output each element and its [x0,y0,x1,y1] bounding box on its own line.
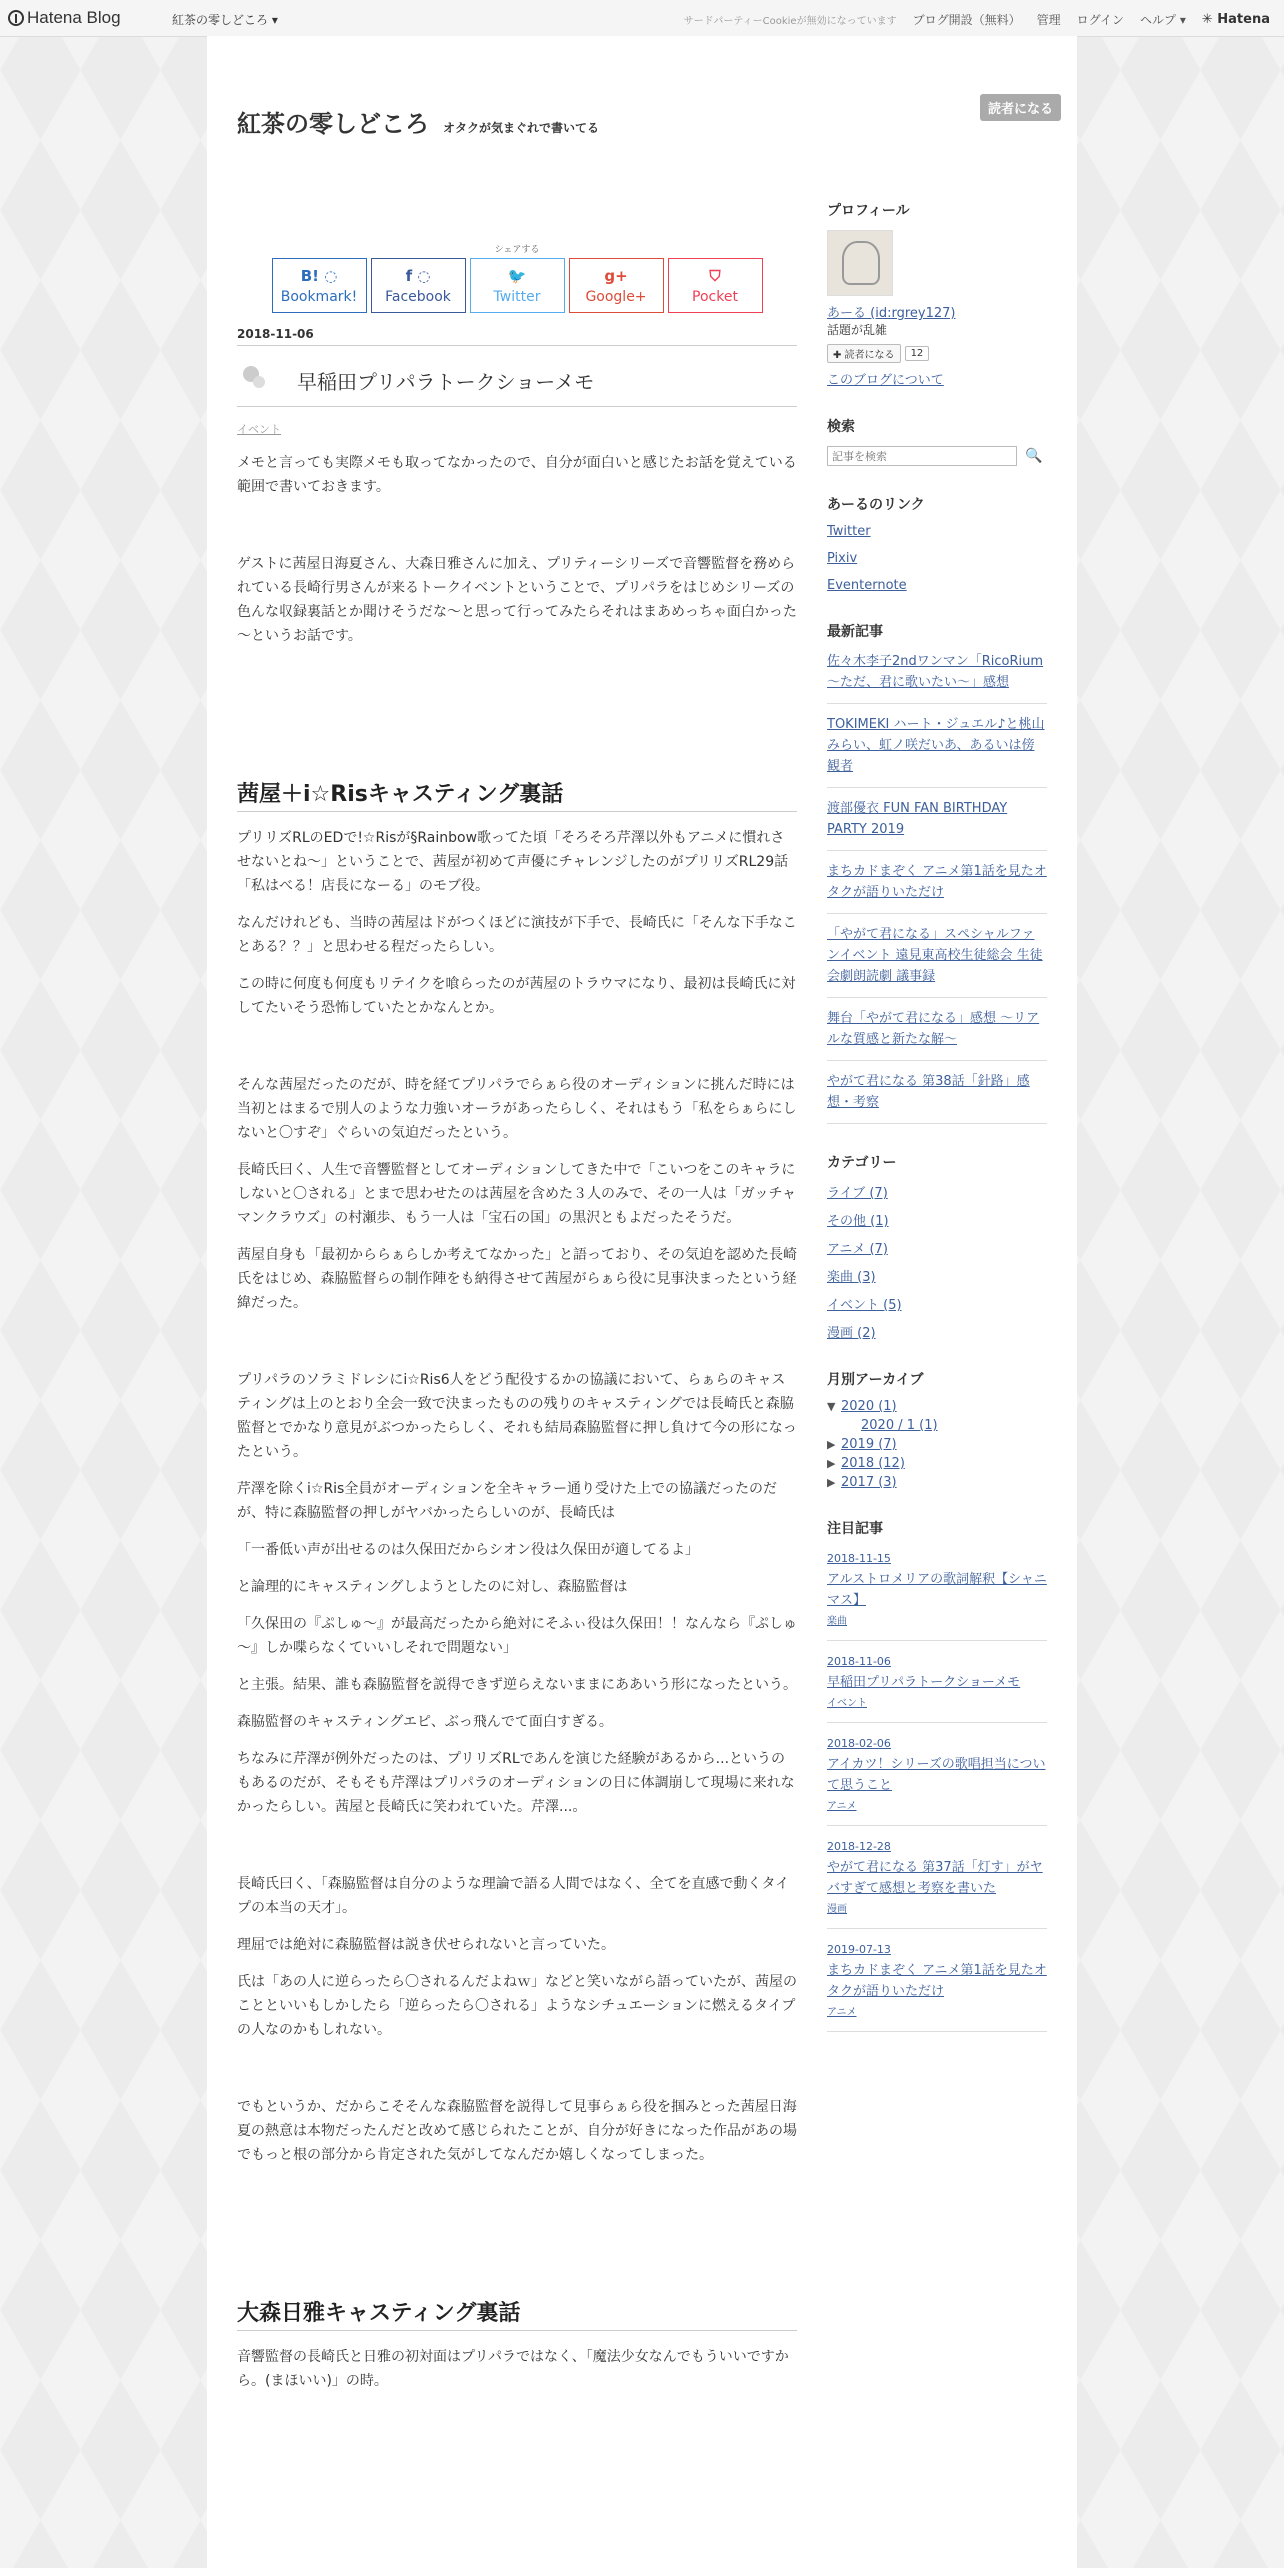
entry-title[interactable]: 早稲田プリパラトークショーメモ [297,370,595,394]
help-dropdown[interactable]: ヘルプ ▾ [1140,13,1186,27]
share-caption: シェアする [494,245,540,255]
hatena-logo-icon [8,10,24,26]
module-heading: カテゴリー [827,1155,897,1171]
blog-name-dropdown[interactable]: 紅茶の零しどころ ▾ [172,13,278,27]
cookie-notice: サードパーティーCookieが無効になっています [683,16,897,27]
entry-body [237,451,797,2393]
archive-month-link[interactable]: 2020 / 1 (1) [861,1418,938,1433]
popular-entry [827,1548,1047,1641]
popular-entries-module [827,1518,1047,2032]
popular-entry-link[interactable]: 早稲田プリパラトークショーメモ [827,1675,1021,1690]
bookmark-icon: B! ◌ [300,267,338,285]
hatena-link[interactable]: ✳ Hatena [1201,12,1270,27]
popular-entry-category[interactable]: アニメ [827,1801,857,1812]
paragraph: と主張。結果、誰も森脇監督を説得できず逆らえないままにああいう形になったという。 [237,1677,797,1693]
category-link[interactable]: イベント (5) [827,1298,902,1313]
paragraph: と論理的にキャスティングしようとしたのに対し、森脇監督は [237,1579,628,1595]
entry-header [237,346,797,407]
share-buttons [237,258,797,313]
paragraph: でもというか、だからこそそんな森脇監督を説得して見事らぁら役を掴みとった茜屋日海夏の熱意は本物だったんだと改めて感じられたことが、自分が好きになった作品があの場でもっと根の部分から肯定された気がしてなんだか嬉しくなってしまった。 [237,2099,797,2163]
paragraph: そんな茜屋だったのだが、時を経てプリパラでらぁら役のオーディションに挑んだ時には当初とはまるで別人のような力強いオーラがあったらしく、それはもう「私をらぁらにしないと〇すぞ」ぐらいの気迫だったという。 [237,1077,797,1141]
category-link[interactable]: ライブ (7) [827,1186,888,1201]
entry-date[interactable]: 2018-11-06 [237,327,797,346]
hatena-star-icon: ✳ [1201,12,1218,27]
collapsed-triangle-icon[interactable]: ▶ [827,1457,836,1470]
module-heading: 月別アーカイブ [827,1372,924,1388]
paragraph: 理屈では絶対に森脇監督は説き伏せられないと言っていた。 [237,1937,615,1953]
recent-entry-link[interactable]: 「やがて君になる」スペシャルファンイベント 遠見東高校生徒総会 生徒会劇朗読劇 議事録 [827,927,1043,984]
popular-entry-link[interactable]: アイカツ！シリーズの歌唱担当について思うこと [827,1757,1046,1793]
search-input[interactable] [827,446,1017,466]
popular-entry-link[interactable]: アルストロメリアの歌詞解釈【シャニマス】 [827,1572,1047,1608]
category-link[interactable]: 漫画 (2) [827,1326,876,1341]
subscribe-button[interactable]: 読者になる [980,94,1061,121]
googleplus-share-button[interactable]: g+ Google+ [569,258,664,313]
category-link[interactable]: 楽曲 (3) [827,1270,876,1285]
paragraph: 「久保田の『ぷしゅ～』が最高だったから絶対にそふぃ役は久保田！！なんなら『ぷしゅ～』しか喋らなくていいしそれで問題ない」 [237,1616,797,1656]
twitter-share-button[interactable]: 🐦 Twitter [470,258,565,313]
recent-entry-link[interactable]: TOKIMEKI ハート・ジュエル♪と桃山みらい、虹ノ咲だいあ、あるいは傍観者 [827,717,1045,774]
recent-entries-module [827,621,1047,1124]
sidebar [827,200,1047,2060]
paragraph: ちなみに芹澤が例外だったのは、プリリズRLであんを演じた経験があるから...というのもあるのだが、そもそも芹澤はプリパラのオーディションの日に体調崩して現場に来れなかったらしい。茜屋と長崎氏に笑われていた。芹澤...。 [237,1751,795,1815]
popular-entry-date[interactable]: 2018-11-06 [827,1655,891,1668]
follower-count[interactable]: 12 [905,346,930,361]
search-icon[interactable]: 🔍 [1025,448,1043,464]
profile-bio: 話題が乱雑 [827,323,888,337]
entry-category-link[interactable]: イベント [237,423,281,436]
hatena-blog-logo[interactable]: Hatena Blog [8,8,121,28]
paragraph: 芹澤を除くi☆Ris全員がオーディションを全キャラー通り受けた上での協議だったのだが、特に森脇監督の押しがヤバかったらしいのが、長崎氏は [237,1481,777,1521]
categories-module [827,1152,1047,1341]
login-link[interactable]: ログイン [1076,13,1125,27]
manage-link[interactable]: 管理 [1036,13,1061,27]
follow-button[interactable]: ✚ 読者になる [827,344,901,363]
popular-entry-category[interactable]: 楽曲 [827,1616,847,1627]
recent-entry-link[interactable]: 渡部優衣 FUN FAN BIRTHDAY PARTY 2019 [827,801,1008,837]
paragraph: 長崎氏曰く、人生で音響監督としてオーディションしてきた中で「こいつをこのキャラにしないと〇される」とまで思わせたのは茜屋を含めた３人のみで、その一人は「ガッチャマンクラウズ」の村瀬歩、もう一人は「宝石の国」の黒沢ともよだったそうだ。 [237,1162,797,1226]
hatena-bookmark-button[interactable]: B! ◌ Bookmark! [272,258,367,313]
links-module [827,494,1047,593]
collapsed-triangle-icon[interactable]: ▶ [827,1476,836,1489]
facebook-share-button[interactable]: f ◌ Facebook [371,258,466,313]
global-header [0,0,1284,37]
archive-year-link[interactable]: 2020 (1) [841,1399,897,1414]
twitter-icon: 🐦 [507,267,527,285]
popular-entry-link[interactable]: まちカドまぞく アニメ第1話を見たオタクが語りいただけ [827,1963,1047,1999]
pocket-share-button[interactable]: ⛉ Pocket [668,258,763,313]
main-content [237,242,797,2406]
module-heading: 検索 [827,419,855,435]
paragraph: なんだけれども、当時の茜屋はドがつくほどに演技が下手で、長崎氏に「そんな下手なことある？？」と思わせる程だったらしい。 [237,915,797,955]
category-link[interactable]: アニメ (7) [827,1242,888,1257]
avatar[interactable] [827,230,893,296]
popular-entry-category[interactable]: アニメ [827,2007,857,2018]
module-heading: プロフィール [827,203,910,219]
paragraph: この時に何度も何度もリテイクを喰らったのが茜屋のトラウマになり、最初は長崎氏に対してたいそう恐怖していたとかなんとか。 [237,976,796,1016]
search-module [827,416,1047,466]
archive-year-link[interactable]: 2017 (3) [841,1475,897,1490]
twitter-link[interactable]: Twitter [827,524,871,539]
paragraph: ゲストに茜屋日海夏さん、大森日雅さんに加え、プリティーシリーズで音響監督を務められている長崎行男さんが来るトークイベントということで、プリパラをはじめシリーズの色んな収録裏話とか聞けそうだな～と思って行ってみたらそれはまあめっちゃ面白かった～というお話です。 [237,556,797,644]
paragraph: プリリズRLのEDで!☆Risが§Rainbow歌ってた頃「そろそろ芹澤以外もアニメに慣れさせないとね～」ということで、茜屋が初めて声優にチャレンジしたのがプリリズRL29話「私はべる！店長になーる」のモブ役。 [237,830,789,894]
module-heading: 注目記事 [827,1521,883,1537]
blog-title-link[interactable]: 紅茶の零しどころ [237,110,429,138]
popular-entry-date[interactable]: 2018-12-28 [827,1840,891,1853]
popular-entry [827,1836,1047,1929]
popular-entry-category[interactable]: 漫画 [827,1904,847,1915]
module-heading: あーるのリンク [827,497,925,513]
archive-module [827,1369,1047,1490]
module-heading: 最新記事 [827,624,883,640]
popular-entry-date[interactable]: 2018-02-06 [827,1737,891,1750]
collapsed-triangle-icon[interactable]: ▶ [827,1438,836,1451]
about-blog-link[interactable]: このブログについて [827,373,944,388]
popular-entry-date[interactable]: 2018-11-15 [827,1552,891,1565]
profile-name-link[interactable]: あーる (id:rgrey127) [827,306,956,321]
recent-entry-link[interactable]: 舞台「やがて君になる」感想 ～リアルな質感と新たな解～ [827,1011,1040,1047]
recent-entry-link[interactable]: まちカドまぞく アニメ第1話を見たオタクが語りいただけ [827,864,1047,900]
blog-title [237,104,599,139]
category-link[interactable]: その他 (1) [827,1214,889,1229]
blog-description: オタクが気まぐれで書いてる [443,121,600,135]
popular-entry-date[interactable]: 2019-07-13 [827,1943,891,1956]
recent-entry-link[interactable]: 佐々木李子2ndワンマン「RicoRium～ただ、君に歌いたい～」感想 [827,654,1044,690]
facebook-icon: f ◌ [405,267,431,285]
paragraph: 長崎氏曰く、「森脇監督は自分のような理論で語る人間ではなく、全てを直感で動くタイプの本当の天才」。 [237,1876,790,1916]
section-heading: 大森日雅キャスティング裏話 [237,2302,797,2331]
paragraph: 「一番低い声が出せるのは久保田だからシオン役は久保田が適してるよ」 [237,1542,699,1558]
popular-entry [827,1939,1047,2032]
paragraph: 音響監督の長崎氏と日雅の初対面はプリパラではなく、「魔法少女なんでもういいですから。(まほいい)」の時。 [237,2349,789,2389]
paragraph: 茜屋自身も「最初かららぁらしか考えてなかった」と語っており、その気迫を認めた長崎氏をはじめ、森脇監督らの制作陣をも納得させて茜屋がらぁら役に見事決まったという経緯だった。 [237,1247,797,1311]
paragraph: 氏は「あの人に逆らったら〇されるんだよねｗ」などと笑いながら語っていたが、茜屋のことといいもしかしたら「逆らったら〇される」ようなシチュエーションに燃えるタイプの人なのかもしれない。 [237,1974,797,2038]
blog-page [207,36,1077,2568]
recent-entry-link[interactable]: やがて君になる 第38話「針路」感想・考察 [827,1074,1030,1110]
expanded-triangle-icon[interactable]: ▼ [827,1400,836,1413]
popular-entry [827,1733,1047,1826]
archive-year-link[interactable]: 2019 (7) [841,1437,897,1452]
popular-entry [827,1651,1047,1723]
googleplus-icon: g+ [604,267,628,285]
paragraph: 森脇監督のキャスティングエピ、ぶっ飛んでて面白すぎる。 [237,1714,613,1730]
section-heading: 茜屋＋i☆Risキャスティング裏話 [237,783,797,812]
open-blog-link[interactable]: ブログ開設（無料） [912,13,1021,27]
profile-module [827,200,1047,388]
pixiv-link[interactable]: Pixiv [827,551,858,566]
popular-entry-link[interactable]: やがて君になる 第37話「灯す」がヤバすぎて感想と考察を書いた [827,1860,1043,1896]
pocket-icon: ⛉ [709,267,721,285]
eventernote-link[interactable]: Eventernote [827,578,907,593]
entry-decoration-icon [253,376,265,388]
paragraph: プリパラのソラミドレシにi☆Ris6人をどう配役するかの協議において、らぁらのキャスティングは上のとおり全会一致で決まったものの残りのキャスティングでは長崎氏と森脇監督とでかなり意見がぶつかったらしく、それも結局森脇監督に押し負けて今の形になったという。 [237,1372,797,1460]
archive-year-link[interactable]: 2018 (12) [841,1456,905,1471]
paragraph: メモと言っても実際メモも取ってなかったので、自分が面白いと感じたお話を覚えている範囲で書いておきます。 [237,455,797,495]
popular-entry-category[interactable]: イベント [827,1698,867,1709]
